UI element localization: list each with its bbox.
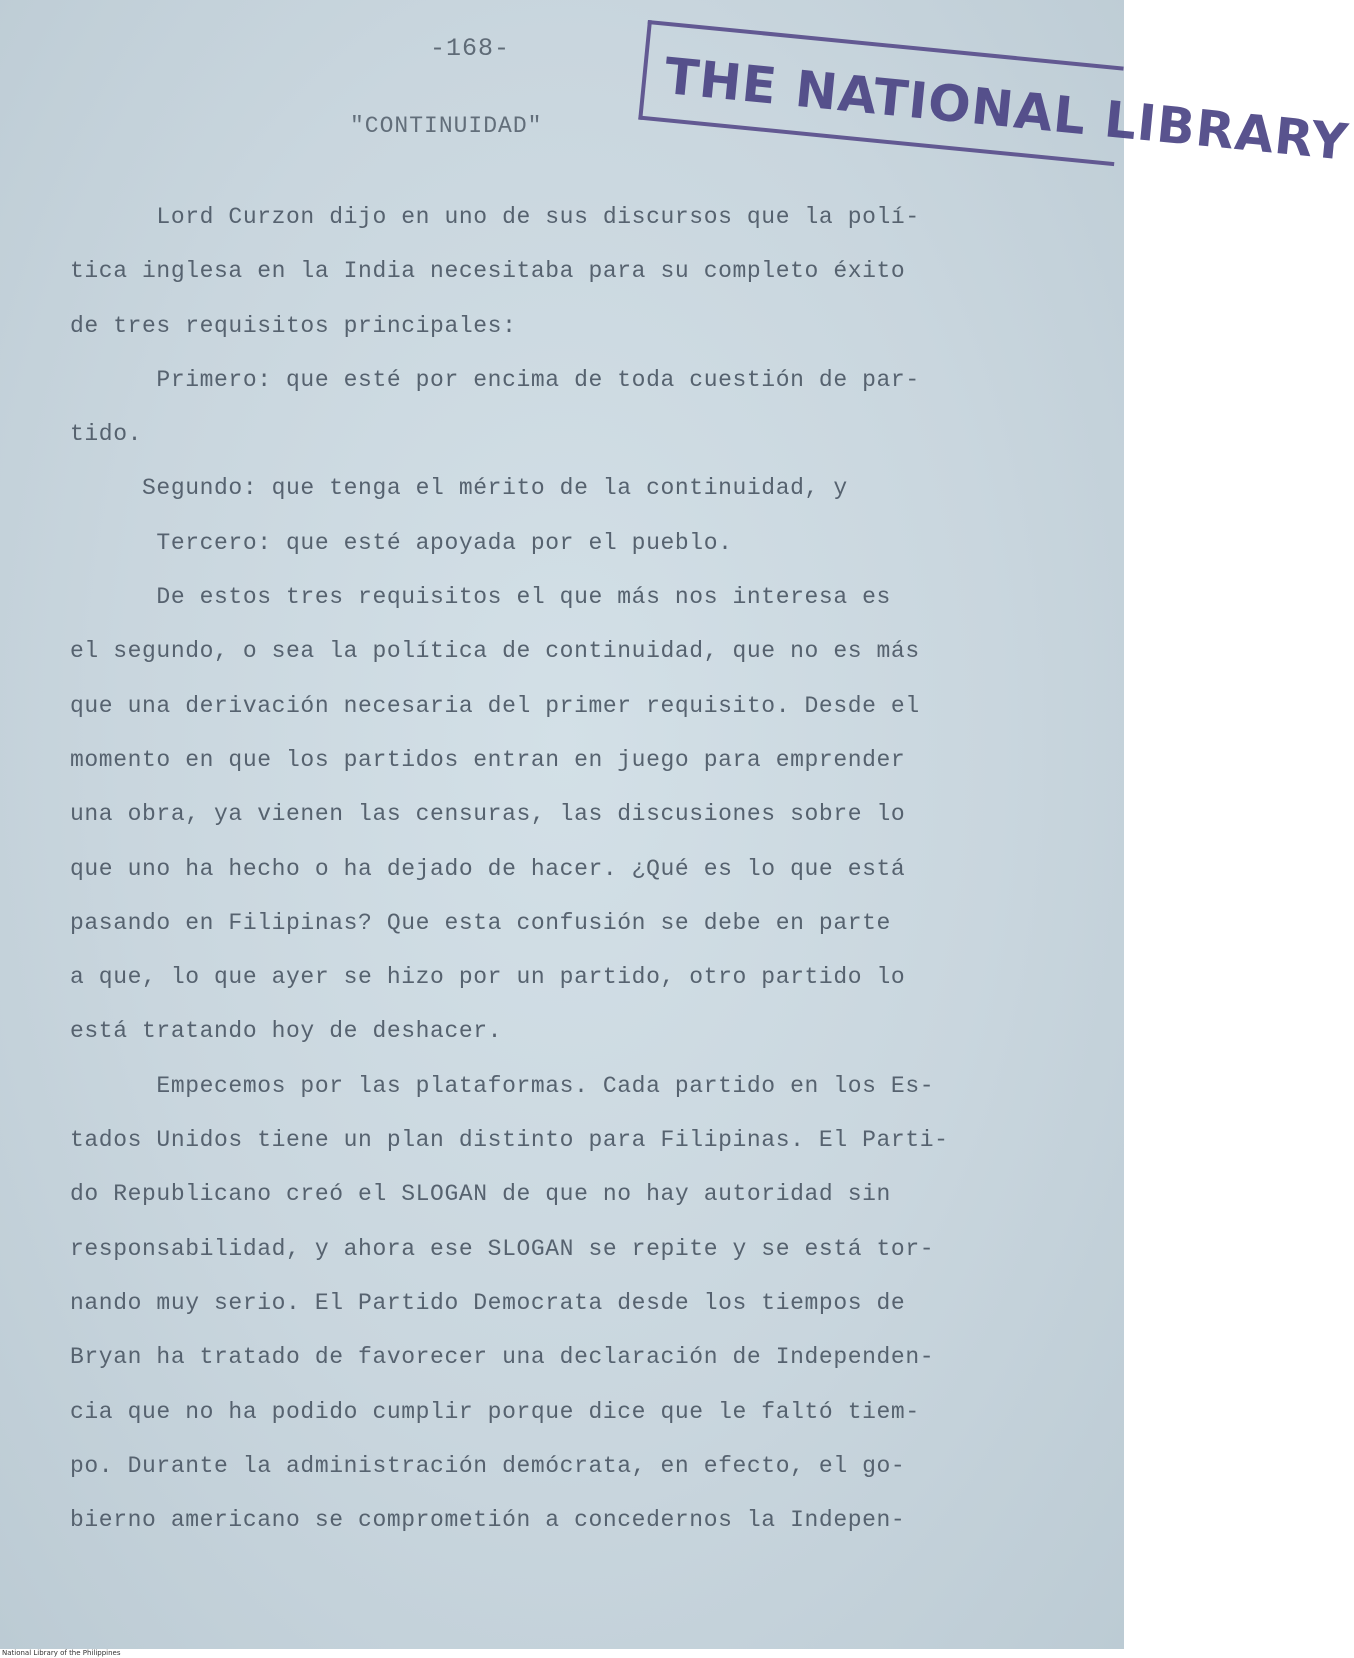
text-line: responsabilidad, y ahora ese SLOGAN se repite y se está tor- — [70, 1235, 935, 1262]
document-body — [70, 190, 1030, 1547]
text-line: Primero: que esté por encima de toda cuestión de par- — [70, 366, 920, 393]
text-line: Bryan ha tratado de favorecer una declaración de Independen- — [70, 1344, 935, 1371]
text-line: está tratando hoy de deshacer. — [70, 1018, 503, 1045]
text-line: que uno ha hecho o ha dejado de hacer. ¿Qué es lo que está — [70, 855, 906, 882]
text-line: tados Unidos tiene un plan distinto para Filipinas. El Parti- — [70, 1127, 949, 1154]
text-line: una obra, ya vienen las censuras, las discusiones sobre lo — [70, 801, 906, 828]
text-line: Lord Curzon dijo en uno de sus discursos que la polí- — [70, 204, 920, 230]
text-line: el segundo, o sea la política de continuidad, que no es más — [70, 638, 920, 665]
text-line: Segundo: que tenga el mérito de la continuidad, y — [70, 475, 848, 502]
text-line: tica inglesa en la India necesitaba para su completo éxito — [70, 258, 906, 285]
text-line: do Republicano creó el SLOGAN de que no hay autoridad sin — [70, 1181, 891, 1208]
page-number: -168- — [430, 34, 511, 63]
text-line: a que, lo que ayer se hizo por un partido, otro partido lo — [70, 964, 906, 991]
text-line: Tercero: que esté apoyada por el pueblo. — [70, 529, 733, 556]
text-line: momento en que los partidos entran en juego para emprender — [70, 746, 906, 773]
text-line: nando muy serio. El Partido Democrata desde los tiempos de — [70, 1289, 906, 1316]
text-line: Empecemos por las plataformas. Cada partido en los Es- — [70, 1072, 935, 1099]
text-line: De estos tres requisitos el que más nos interesa es — [70, 584, 891, 611]
footer-credit: National Library of the Philippines — [2, 1649, 121, 1657]
text-line: cia que no ha podido cumplir porque dice que le faltó tiem- — [70, 1398, 920, 1425]
text-line: tido. — [70, 421, 143, 448]
text-line: bierno americano se comprometión a concedernos la Indepen- — [70, 1507, 906, 1534]
text-line: de tres requisitos principales: — [70, 312, 517, 339]
library-stamp: THE NATIONAL LIBRARY — [638, 20, 1123, 166]
text-line: pasando en Filipinas? Que esta confusión se debe en parte — [70, 909, 891, 936]
footer-strip — [0, 1649, 1124, 1658]
text-line: po. Durante la administración demócrata, en efecto, el go- — [70, 1452, 906, 1479]
document-heading: "CONTINUIDAD" — [350, 113, 543, 139]
text-line: que una derivación necesaria del primer requisito. Desde el — [70, 692, 920, 719]
